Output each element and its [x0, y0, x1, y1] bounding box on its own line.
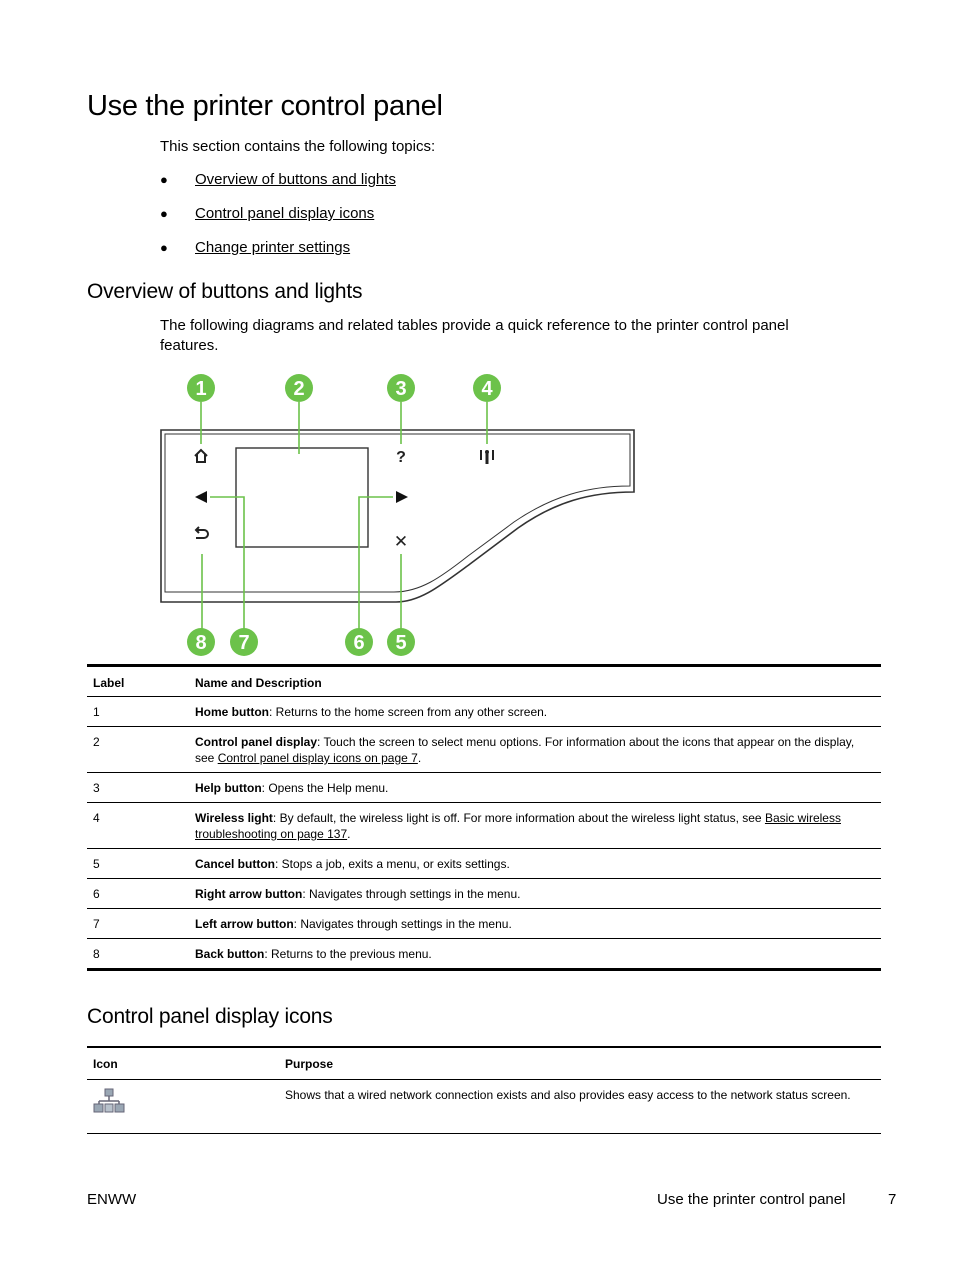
callout-4 — [473, 374, 501, 402]
row-description — [189, 803, 881, 849]
table-row — [87, 1079, 881, 1133]
callout-number: 4 — [481, 378, 493, 400]
item-desc: : Navigates through settings in the menu. — [293, 917, 512, 931]
home-icon[interactable] — [195, 450, 207, 462]
item-name: Control panel display — [195, 735, 318, 749]
overview-paragraph: The following diagrams and related tables provide a quick reference to the printer control panel features. — [160, 317, 789, 354]
table-row — [87, 879, 881, 909]
table-header-row — [87, 1047, 881, 1079]
callout-8 — [187, 628, 215, 656]
callout-number: 5 — [395, 632, 407, 654]
icon-purpose: Shows that a wired network connection exists and also provides easy access to the network status screen. — [285, 1087, 851, 1102]
item-desc: : Stops a job, exits a menu, or exits settings. — [275, 857, 510, 871]
table-row — [87, 727, 881, 773]
callout-7 — [230, 628, 258, 656]
row-description — [189, 879, 881, 909]
topic-link-display-icons[interactable]: Control panel display icons — [195, 205, 375, 222]
callout-6 — [345, 628, 373, 656]
page-title: Use the printer control panel — [87, 90, 443, 122]
table-row — [87, 697, 881, 727]
link-wireless-troubleshooting[interactable]: Basic wireless troubleshooting on page 137 — [195, 811, 841, 841]
callout-number: 2 — [293, 378, 305, 400]
item-desc: : Touch the screen to select menu options. For information about the icons that appear on the display, see — [195, 735, 855, 765]
icons-table — [87, 1046, 881, 1134]
topic-link-change-settings[interactable]: Change printer settings — [195, 239, 351, 256]
row-label: 2 — [87, 727, 189, 773]
help-icon[interactable]: ? — [396, 449, 406, 466]
item-desc: : Navigates through settings in the menu. — [302, 887, 521, 901]
control-panel-diagram — [150, 368, 650, 660]
table-header-row — [87, 666, 881, 697]
bullet: ● — [160, 206, 168, 221]
callout-number: 3 — [395, 378, 407, 400]
wired-network-icon — [93, 1087, 125, 1115]
item-desc-end: . — [417, 751, 422, 765]
item-name: Back button — [195, 947, 265, 961]
callout-5 — [387, 628, 415, 656]
column-header-label: Label — [87, 666, 189, 697]
column-header-description: Name and Description — [189, 666, 881, 697]
table-row — [87, 939, 881, 970]
item-name: Right arrow button — [195, 887, 303, 901]
display-icons-heading: Control panel display icons — [87, 1005, 333, 1028]
item-desc-end: . — [347, 827, 351, 841]
row-description — [189, 773, 881, 803]
row-label: 6 — [87, 879, 189, 909]
table-row — [87, 909, 881, 939]
item-desc: : Opens the Help menu. — [261, 781, 389, 795]
item-name: Cancel button — [195, 857, 275, 871]
row-description — [189, 909, 881, 939]
footer-section-title: Use the printer control panel — [657, 1191, 846, 1208]
item-name: Left arrow button — [195, 917, 294, 931]
callout-number: 1 — [195, 378, 207, 400]
item-desc: : By default, the wireless light is off. For more information about the wireless light status, see — [272, 811, 765, 825]
item-desc: : Returns to the previous menu. — [264, 947, 432, 961]
row-label: 7 — [87, 909, 189, 939]
row-description — [189, 727, 881, 773]
buttons-table — [87, 664, 881, 971]
intro-text: This section contains the following topics: — [160, 138, 436, 155]
row-label: 5 — [87, 849, 189, 879]
row-label: 8 — [93, 947, 100, 961]
callout-2 — [285, 374, 313, 402]
topic-link-overview[interactable]: Overview of buttons and lights — [195, 171, 396, 188]
callout-leaders — [201, 402, 487, 630]
link-display-icons[interactable]: Control panel display icons on page 7 — [217, 751, 418, 765]
back-icon[interactable] — [196, 527, 208, 538]
row-label: 4 — [87, 803, 189, 849]
page-number: 7 — [888, 1191, 897, 1208]
left-arrow-icon[interactable] — [195, 491, 207, 503]
cancel-icon[interactable]: ✕ — [393, 532, 409, 552]
item-name: Wireless light — [195, 811, 273, 825]
item-name: Home button — [195, 705, 269, 719]
callout-3 — [387, 374, 415, 402]
row-label: 3 — [87, 773, 189, 803]
right-arrow-icon[interactable] — [396, 491, 408, 503]
table-row — [87, 773, 881, 803]
overview-heading: Overview of buttons and lights — [87, 280, 363, 303]
row-description — [189, 939, 881, 970]
callout-1 — [187, 374, 215, 402]
bullet: ● — [160, 172, 168, 187]
table-row — [87, 803, 881, 849]
item-desc: : Returns to the home screen from any other screen. — [269, 705, 548, 719]
row-description — [189, 697, 881, 727]
icon-cell — [87, 1079, 279, 1133]
table-row — [87, 849, 881, 879]
row-description — [189, 849, 881, 879]
bullet: ● — [160, 240, 168, 255]
callout-number: 8 — [195, 632, 207, 654]
row-label: 1 — [87, 697, 189, 727]
item-name: Help button — [195, 781, 262, 795]
column-header-purpose: Purpose — [279, 1047, 881, 1079]
callout-number: 6 — [353, 632, 365, 654]
wireless-icon — [481, 450, 493, 464]
column-header-icon: Icon — [87, 1047, 279, 1079]
callout-number: 7 — [238, 632, 250, 654]
footer-left: ENWW — [87, 1191, 137, 1208]
display-screen — [236, 448, 368, 547]
